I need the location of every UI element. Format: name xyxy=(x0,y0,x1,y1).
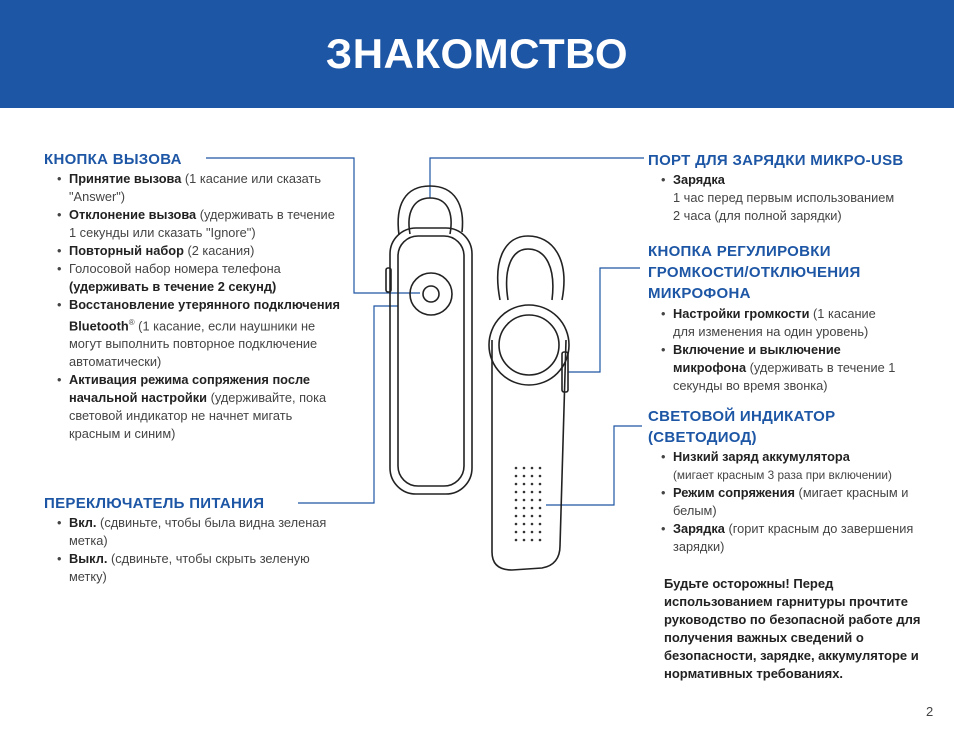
usb-port-list xyxy=(648,171,938,225)
callout-line-volume-button xyxy=(568,268,640,372)
volume-button-section xyxy=(648,241,898,395)
safety-warning: Будьте осторожны! Перед использованием гарнитуры прочтите руководство по безопасной работе для получения важных сведений о безопасности, зарядке, аккумуляторе и нормативных требованиях. xyxy=(664,576,921,681)
page-number: 2 xyxy=(926,704,934,719)
list-item: • Активация режима сопряжения после начальной настройки (удерживайте, пока световой индикатор не начнет мигать красным и синим) xyxy=(44,371,344,443)
list-item: • Включение и выключение микрофона (удерживать в течение 1 секунды во время звонка) xyxy=(648,341,898,395)
list-item: • Восстановление утерянного подключения Bluetooth® (1 касание, если наушники не могут выполнить повторное подключение автоматически) xyxy=(44,296,344,371)
callout-line-led xyxy=(546,426,642,505)
list-item: 1 час перед первым использованием xyxy=(673,190,895,205)
led-title: СВЕТОВОЙ ИНДИКАТОР (СВЕТОДИОД) xyxy=(648,408,836,446)
list-item: • Настройки громкости (1 касание для изменения на один уровень) xyxy=(648,305,898,341)
list-item: • Повторный набор (2 касания) xyxy=(44,242,344,260)
call-button-title: КНОПКА ВЫЗОВА xyxy=(44,151,182,168)
led-section xyxy=(648,406,938,556)
usb-port-title: ПОРТ ДЛЯ ЗАРЯДКИ МИКРО-USB xyxy=(648,152,904,169)
list-item: • Низкий заряд аккумулятора (мигает красным 3 раза при включении) xyxy=(648,448,938,484)
headset-side-view xyxy=(386,186,472,494)
list-item: • Отклонение вызова (удерживать в течение 1 секунды или сказать "Ignore") xyxy=(44,206,344,242)
list-item: • Принятие вызова (1 касание или сказать "Answer") xyxy=(44,170,344,206)
volume-button-title: КНОПКА РЕГУЛИРОВКИ ГРОМКОСТИ/ОТКЛЮЧЕНИЯ МИКРОФОНА xyxy=(648,243,861,302)
power-switch-list xyxy=(44,514,344,586)
speaker-grille xyxy=(515,467,542,542)
power-switch-title: ПЕРЕКЛЮЧАТЕЛЬ ПИТАНИЯ xyxy=(44,495,265,512)
headset-front-view xyxy=(489,236,569,570)
list-item: • Голосовой набор номера телефона (удерживать в течение 2 секунд) xyxy=(44,260,344,296)
led-list xyxy=(648,448,938,556)
volume-button-list xyxy=(648,305,898,395)
callout-line-usb-port xyxy=(430,158,644,198)
list-item: • Выкл. (сдвиньте, чтобы скрыть зеленую метку) xyxy=(44,550,344,586)
list-item: • Режим сопряжения (мигает красным и белым) xyxy=(648,484,938,520)
power-switch-section xyxy=(44,493,344,586)
page-title: ЗНАКОМСТВО xyxy=(325,30,629,77)
list-item: • Вкл. (сдвиньте, чтобы была видна зеленая метка) xyxy=(44,514,344,550)
call-button-section xyxy=(44,149,344,443)
list-item: • Зарядка (горит красным до завершения зарядки) xyxy=(648,520,938,556)
list-item: • Зарядка xyxy=(648,171,938,189)
call-button-list xyxy=(44,170,344,443)
usb-port-section xyxy=(648,150,938,225)
list-item: 2 часа (для полной зарядки) xyxy=(673,208,842,223)
